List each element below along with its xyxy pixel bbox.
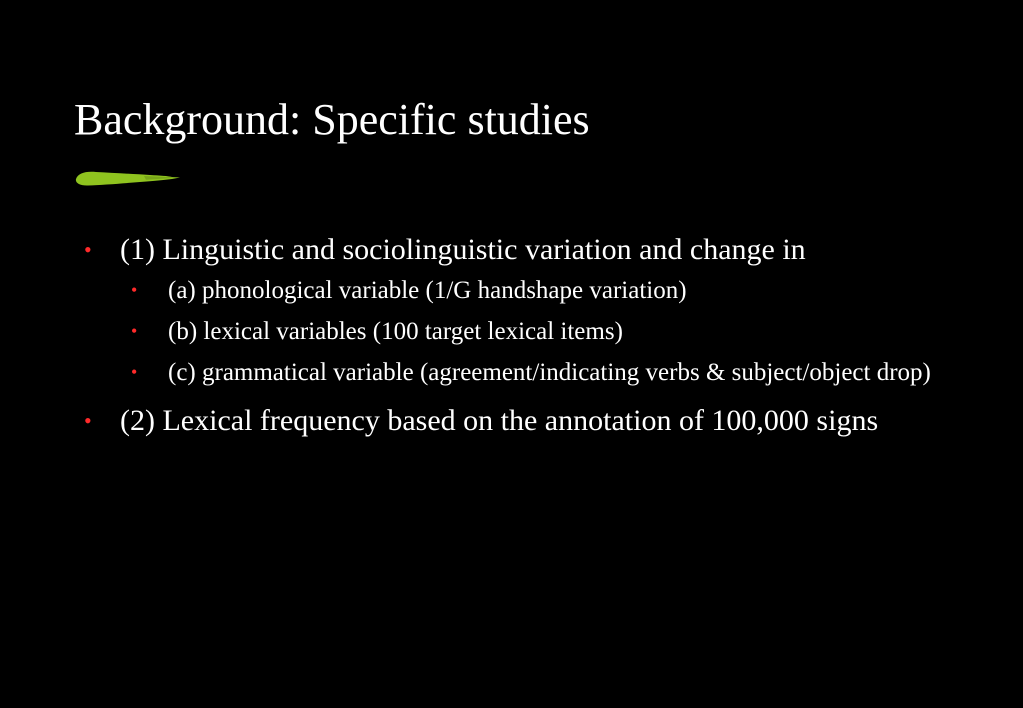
sub-bullet-text: (c) grammatical variable (agreement/indicating verbs & subject/object drop) [168,359,931,386]
sub-bullet-item-b [84,315,944,348]
sub-bullet-text: (a) phonological variable (1/G handshape variation) [168,277,687,304]
bullet-dot-icon: • [131,321,138,341]
bullet-dot-icon: • [131,280,138,300]
sub-bullet-text: (b) lexical variables (100 target lexical items) [168,318,623,345]
brush-stroke-decoration [74,168,182,190]
sub-bullet-item-a [84,274,944,307]
bullet-dot-icon: • [84,408,92,433]
sub-bullet-item-c [84,356,944,389]
slide-title: Background: Specific studies [74,95,590,144]
bullet-dot-icon: • [131,362,138,382]
bullet-list [84,228,944,443]
bullet-dot-icon: • [84,237,92,262]
sub-bullet-list [84,274,944,389]
bullet-item-2 [84,399,944,443]
bullet-item-1 [84,228,944,272]
bullet-item-text: (1) Linguistic and sociolinguistic variation and change in [120,233,806,266]
bullet-item-text: (2) Lexical frequency based on the annotation of 100,000 signs [120,404,879,437]
